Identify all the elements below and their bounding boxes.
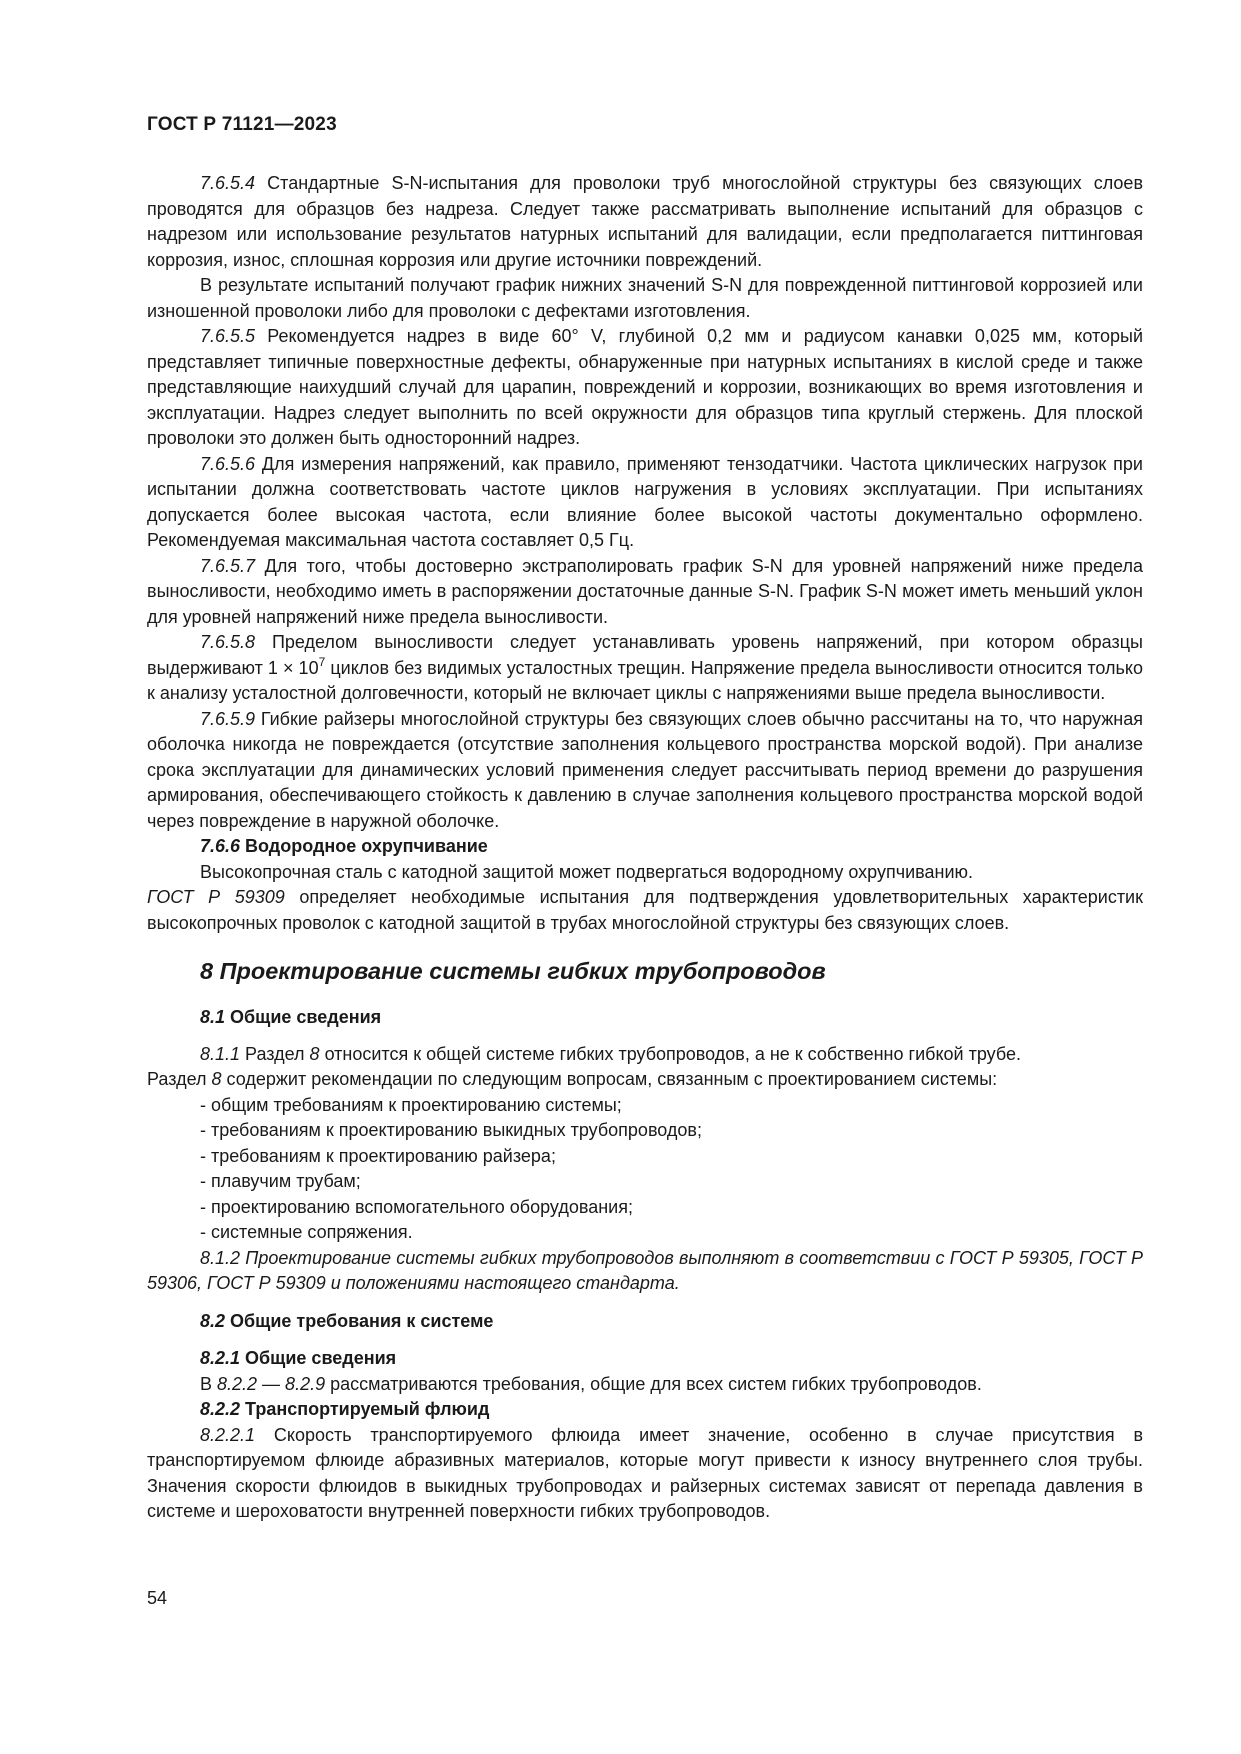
clause-number: 7.6.6 [200, 836, 241, 856]
heading-text: Транспортируемый флюид [240, 1399, 490, 1419]
heading-8-2-1 [200, 1346, 1143, 1372]
heading-text: Общие сведения [225, 1007, 382, 1027]
clause-number: 8.1 [200, 1007, 226, 1027]
paragraph-text: Для того, чтобы достоверно экстраполировать график S-N для уровней напряжений ниже предела выносливости, необходимо иметь в распоряжении достаточные данные S-N. График S-N может иметь меньший уклон для уровней напряжений ниже предела выносливости. [147, 555, 1143, 627]
paragraph-8-1-1-b [147, 1067, 1143, 1093]
paragraph-7-6-5-5 [147, 324, 1143, 452]
clause-number: 7.6.5.7 [200, 555, 256, 576]
paragraph-7-6-5-6 [147, 452, 1143, 554]
paragraph-text: определяет необходимые испытания для подтверждения удовлетворительных характеристик высокопрочных проволок с катодной защитой в трубах многослойной структуры без связующих слоев. [147, 887, 1143, 933]
paragraph-8-1-2: 8.1.2 Проектирование системы гибких трубопроводов выполняют в соответствии с ГОСТ Р 59305, ГОСТ Р 59306, ГОСТ Р 59309 и положениями настоящего стандарта. [147, 1247, 1143, 1293]
clause-number: 7.6.5.4 [200, 173, 256, 193]
paragraph-text-continued: циклов без видимых усталостных трещин. Напряжение предела выносливости относится только к анализу усталостной долговечности, который не включает циклы с напряжениями выше предела выносливости. [147, 657, 1143, 703]
heading-text: Общие требования к системе [225, 1310, 494, 1331]
clause-number: 7.6.5.6 [200, 453, 256, 474]
paragraph-7-6-5-4 [147, 171, 1143, 273]
clause-number: 8.1.1 [200, 1043, 241, 1064]
list-item: - проектированию вспомогательного оборудования; [200, 1196, 633, 1217]
heading-8-2-2 [200, 1397, 1143, 1423]
paragraph-text: рассматриваются требования, общие для всех систем гибких трубопроводов. [325, 1373, 982, 1394]
document-page [147, 0, 1143, 1754]
list-item: - системные сопряжения. [200, 1222, 413, 1242]
paragraph-8-2-1 [147, 1372, 1143, 1398]
clause-number: 8.2.1 [200, 1348, 241, 1368]
paragraph-text: содержит рекомендации по следующим вопросам, связанным с проектированием системы: [221, 1069, 998, 1089]
clause-number: 8.2 [200, 1310, 226, 1331]
heading-text: Общие сведения [240, 1348, 397, 1368]
paragraph-8-2-2-1 [147, 1423, 1143, 1525]
paragraph-text: Гибкие райзеры многослойной структуры без связующих слоев обычно рассчитаны на то, что наружная оболочка никогда не повреждается (отсутствие заполнения кольцевого пространства морской водой). При анализе срока эксплуатации для динамических условий применения следует рассчитывать период времени до разрушения армирования, обеспечивающего стойкость к давлению в случае заполнения кольцевого пространства морской водой через повреждение в наружной оболочке. [147, 708, 1143, 831]
page-number: 54 [147, 1588, 168, 1608]
list-item: - требованиям к проектированию выкидных трубопроводов; [200, 1120, 702, 1140]
paragraph-7-6-6-b [147, 885, 1143, 936]
section-reference: 8 [309, 1043, 320, 1064]
heading-text: Водородное охрупчивание [240, 836, 488, 856]
heading-8-1 [200, 1005, 1143, 1031]
clause-number: 7.6.5.8 [200, 632, 256, 652]
list-item: - общим требованиям к проектированию системы; [200, 1094, 622, 1115]
paragraph-text: Скорость транспортируемого флюида имеет значение, особенно в случае присутствия в транспортируемом флюиде абразивных материалов, которые могут привести к износу внутреннего слоя трубы. Значения скорости флюидов в выкидных трубопроводах и райзерных системах зависят от перепада давления в системе и шероховатости внутренней поверхности гибких трубопроводов. [147, 1424, 1143, 1521]
paragraph-text: Раздел [240, 1043, 310, 1064]
clause-number: 8.2.2.1 [200, 1424, 256, 1445]
section-reference: 8 [211, 1069, 222, 1089]
paragraph-7-6-6-a: Высокопрочная сталь с катодной защитой может подвергаться водородному охрупчиванию. [200, 861, 974, 882]
paragraph-7-6-5-8 [147, 630, 1143, 707]
clause-reference: 8.2.2 — 8.2.9 [217, 1373, 326, 1394]
paragraph-text: Пределом выносливости следует устанавливать уровень напряжений, при котором образцы выдерживают 1 × 10 [147, 632, 1143, 678]
paragraph-7-6-5-7 [147, 554, 1143, 631]
clause-number: 8.2.2 [200, 1399, 241, 1419]
list-item: - плавучим трубам; [200, 1171, 361, 1191]
heading-8-2 [200, 1309, 1143, 1335]
section-8-title: 8 Проектирование системы гибких трубопроводов [200, 958, 826, 984]
clause-number: 7.6.5.5 [200, 326, 256, 346]
document-body [147, 171, 1143, 1525]
paragraph-text: В [200, 1373, 218, 1394]
paragraph-text: Для измерения напряжений, как правило, применяют тензодатчики. Частота циклических нагрузок при испытании должна соответствовать частоте циклов нагружения в условиях эксплуатации. При испытаниях допускается более высокая частота, если влияние более высокой частоты документально оформлено. Рекомендуемая максимальная частота составляет 0,5 Гц. [147, 453, 1143, 550]
paragraph-test-results: В результате испытаний получают график нижних значений S-N для поврежденной питтинговой коррозией или изношенной проволоки либо для проволоки с дефектами изготовления. [147, 275, 1143, 321]
heading-7-6-6 [147, 834, 1143, 860]
paragraph-7-6-5-9 [147, 707, 1143, 835]
paragraph-text: Рекомендуется надрез в виде 60° V, глубиной 0,2 мм и радиусом канавки 0,025 мм, который представляет типичные поверхностные дефекты, обнаруженные при натурных испытаниях в кислой среде и также представляющие наихудший случай для царапин, повреждений и коррозии, возникающих во время изготовления и эксплуатации. Надрез следует выполнить по всей окружности для образцов типа круглый стержень. Для плоской проволоки это должен быть односторонний надрез. [147, 326, 1143, 448]
clause-number: 7.6.5.9 [200, 708, 256, 729]
list-item: - требованиям к проектированию райзера; [200, 1145, 556, 1166]
standard-reference: ГОСТ Р 59309 [147, 887, 285, 907]
paragraph-text: Раздел [147, 1069, 212, 1089]
paragraph-text: относится к общей системе гибких трубопроводов, а не к собственно гибкой трубе. [319, 1043, 1021, 1064]
document-code-header: ГОСТ Р 71121—2023 [147, 114, 337, 135]
exponent: 7 [318, 654, 326, 669]
paragraph-8-1-1 [147, 1042, 1143, 1068]
paragraph-text: Стандартные S-N-испытания для проволоки труб многослойной структуры без связующих слоев проводятся для образцов без надреза. Следует также рассматривать выполнение испытаний для образцов с надрезом или использование результатов натурных испытаний для валидации, если предполагается питтинговая коррозия, износ, сплошная коррозия или другие источники повреждений. [147, 173, 1143, 270]
